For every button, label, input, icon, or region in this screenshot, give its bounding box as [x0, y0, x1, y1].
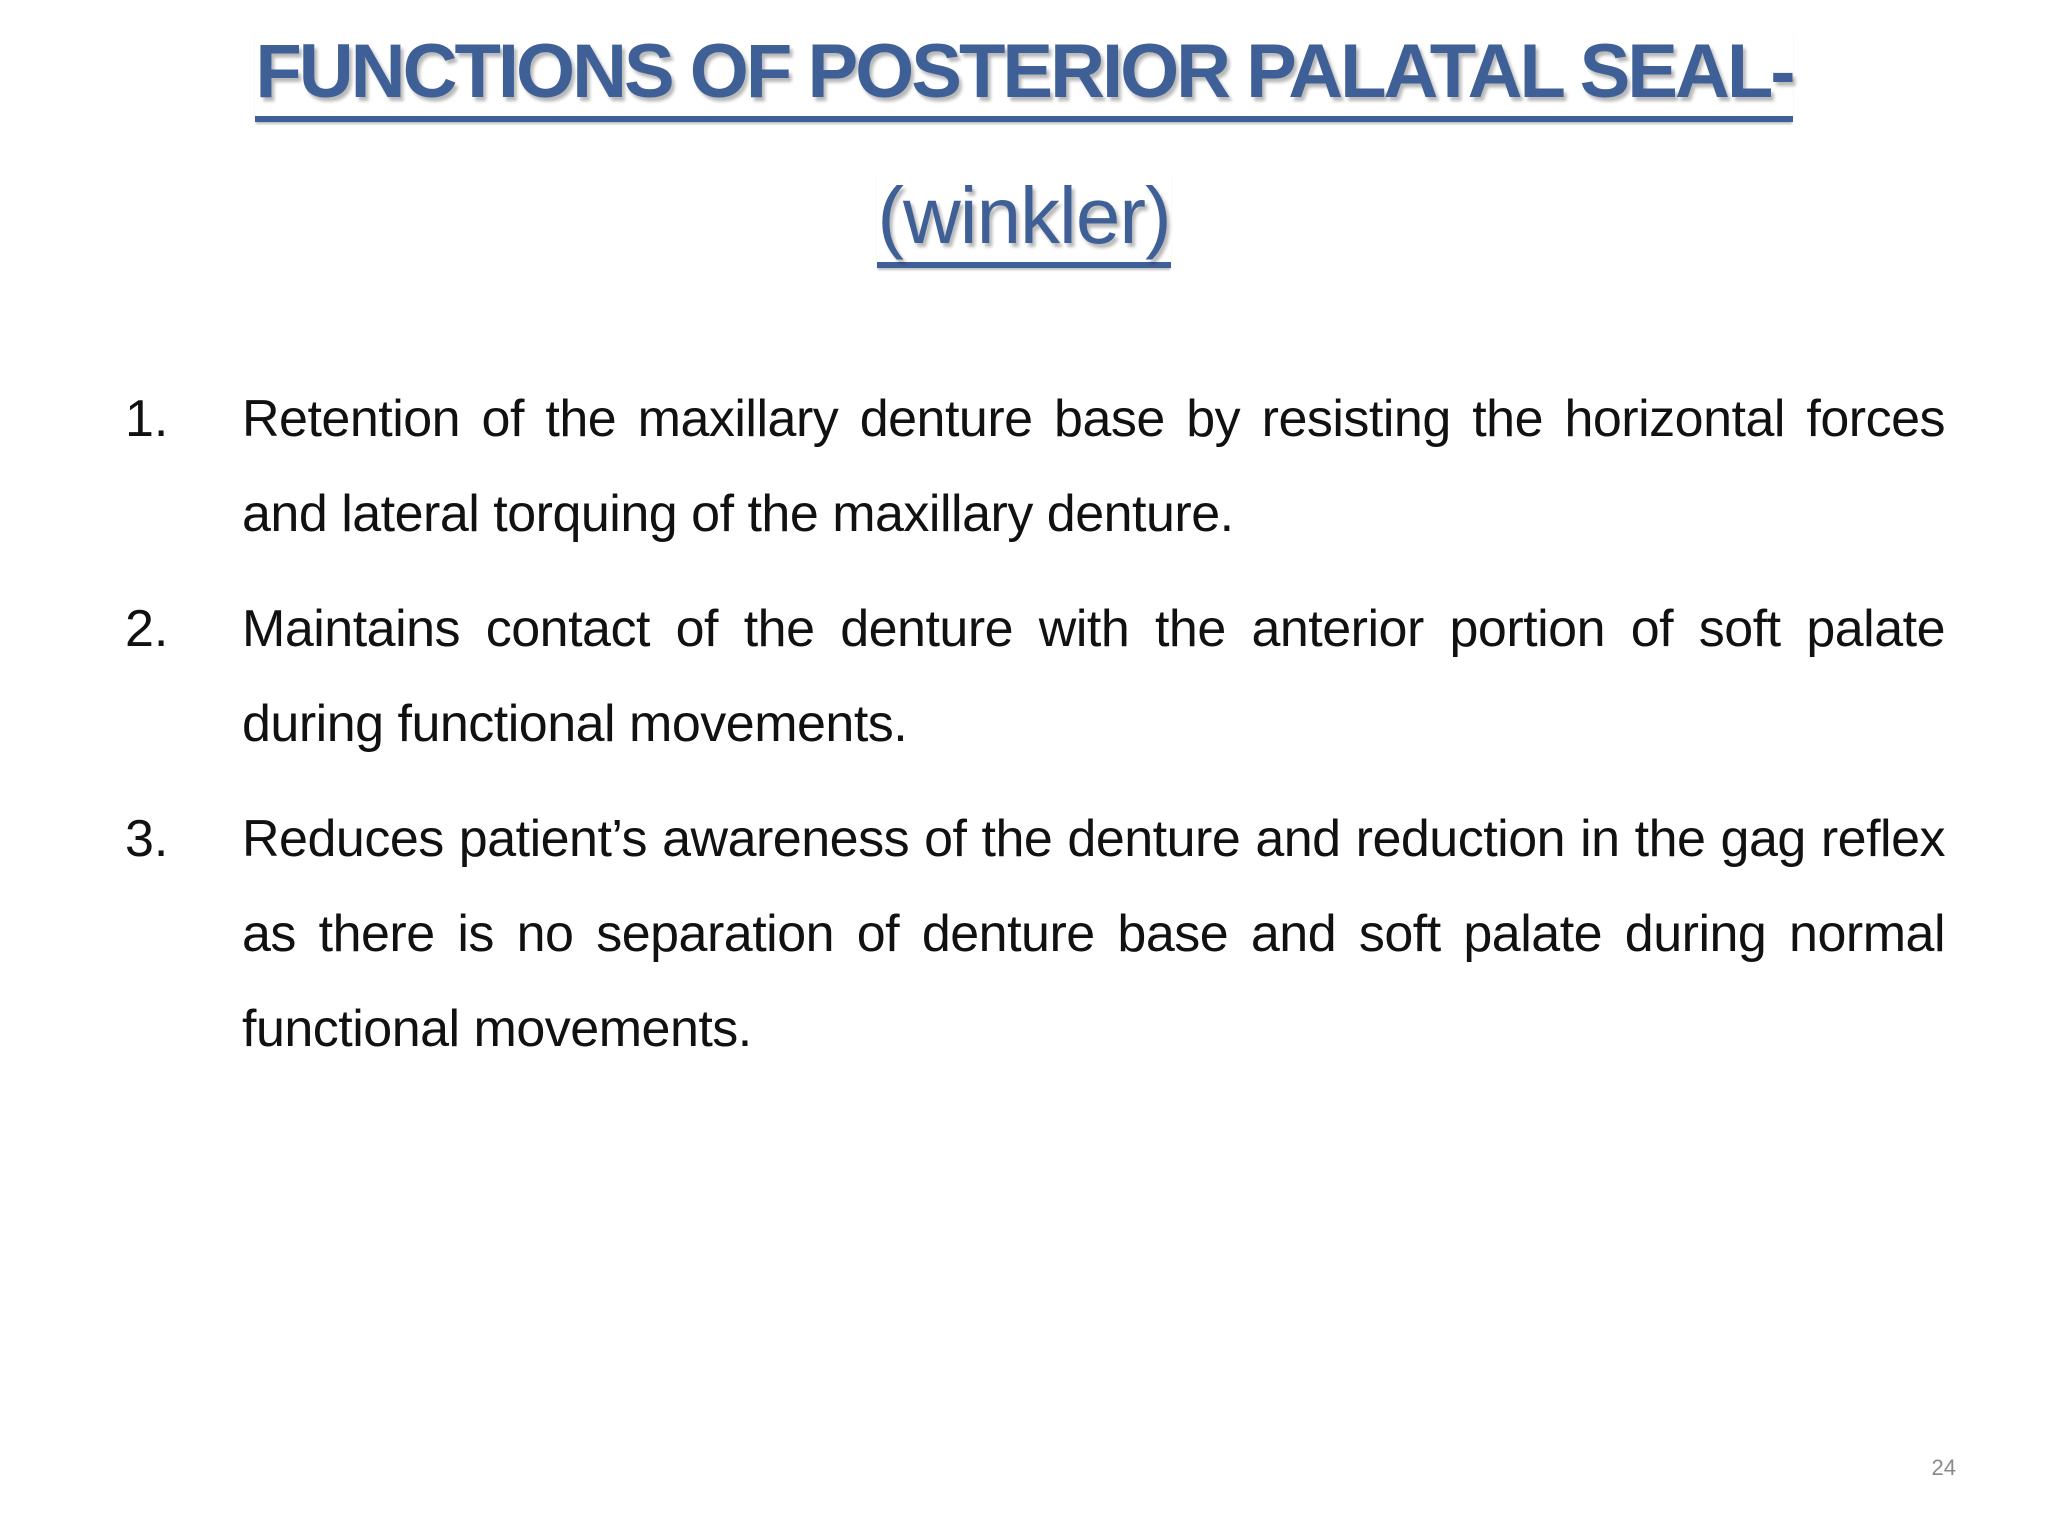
- list-item-text: Reduces patient’s awareness of the denture and reduction in the gag reflex as there is no separation of denture base and soft palate during normal functional movements.: [242, 810, 1945, 1058]
- list-item-number: 1.: [125, 390, 169, 448]
- list-item: [125, 372, 1945, 562]
- list-item-text: Maintains contact of the denture with the anterior portion of soft palate during functional movements.: [242, 600, 1945, 753]
- list-item: [125, 792, 1945, 1077]
- title-line-1-text: FUNCTIONS OF POSTERIOR PALATAL SEAL-: [255, 29, 1792, 122]
- list-item-number: 2.: [125, 600, 169, 658]
- page-number: 24: [1931, 1455, 1956, 1480]
- title-line-2: [0, 162, 2048, 270]
- slide-title: [0, 18, 2048, 270]
- title-line-1: [0, 18, 2048, 126]
- list-item-number: 3.: [125, 810, 169, 868]
- list-item-text: Retention of the maxillary denture base by resisting the horizontal forces and lateral torquing of the maxillary denture.: [242, 390, 1945, 543]
- list-item: [125, 582, 1945, 772]
- title-line-2-text: (winkler): [877, 171, 1170, 268]
- functions-list: [125, 372, 1945, 1097]
